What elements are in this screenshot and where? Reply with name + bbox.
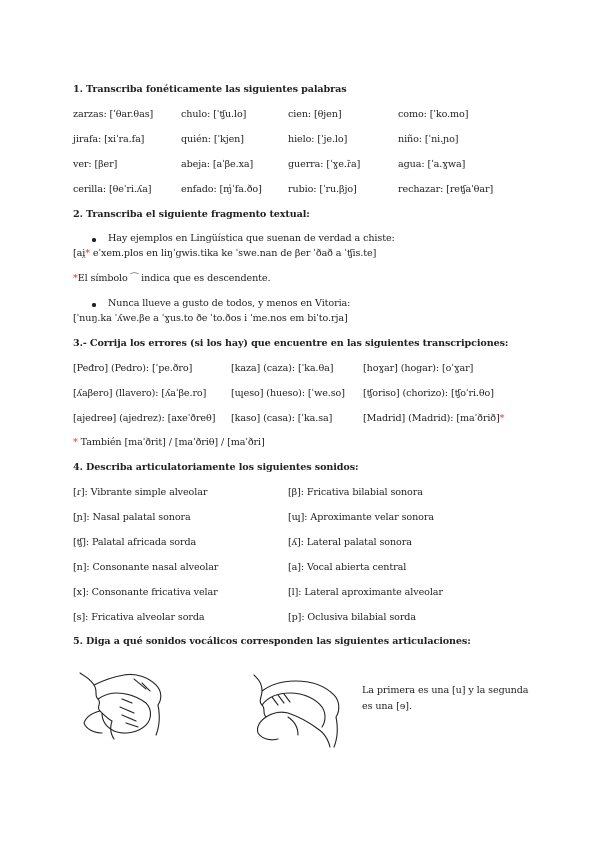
s4-right-item: [β]: Fricativa bilabial sonora (288, 487, 423, 498)
s3-cell-madrid (363, 413, 504, 424)
red-asterisk: ̯* (85, 248, 90, 259)
s4-left-item: [ɾ]: Vibrante simple alveolar (73, 487, 208, 498)
red-asterisk: * (73, 273, 78, 284)
s4-right-item: [l]: Lateral aproximante alveolar (288, 587, 443, 598)
s1-cell: chulo: [ˈʧu.lo] (181, 109, 247, 120)
s2-trans1-start: [ai (73, 248, 86, 259)
vocal-tract-diagram-schwa (248, 667, 346, 751)
s1-cell: quién: [ˈkjen] (181, 134, 244, 145)
s3-cell: [Peđro] (Pedro): [ˈpe.ðro] (73, 363, 193, 374)
s4-left-item: [n]: Consonante nasal alveolar (73, 562, 219, 573)
section4-heading: 4. Describa articulatoriamente los siguientes sonidos: (73, 462, 359, 473)
section5-heading: 5. Diga a qué sonidos vocálicos corresponden las siguientes articulaciones: (73, 636, 471, 647)
s2-bullet2-text: Nunca llueve a gusto de todos, y menos en Vitoria: (108, 298, 351, 309)
vocal-tract-diagram-u (76, 663, 168, 743)
s1-cell: rubio: [ˈru.βjo] (288, 184, 357, 195)
s3-cell: [ʎaβero] (llavero): [ʎaˈβe.ro] (73, 388, 207, 399)
bullet-dot (92, 238, 96, 242)
s3-cell: [kaso] (casa): [ˈka.sa] (231, 413, 333, 424)
s1-cell: hielo: [ˈje.lo] (288, 134, 348, 145)
s4-left-item: [x]: Consonante fricativa velar (73, 587, 218, 598)
s1-cell: niño: [ˈni.ɲo] (398, 134, 459, 145)
red-asterisk: * (73, 437, 78, 448)
s2-trans1-rest: eˈxem.plos en liŋˈgwis.tika ke ˈswe.nan de βer ˈðað a ˈʧis.te] (89, 248, 377, 259)
s1-cell: abeja: [aˈβe.xa] (181, 159, 254, 170)
bullet-dot (92, 303, 96, 307)
s1-cell: guerra: [ˈɣe.ɾ̄a] (288, 159, 361, 170)
section2-heading: 2. Transcriba el siguiente fragmento textual: (73, 209, 310, 220)
s1-cell: rechazar: [reʧaˈθar] (398, 184, 494, 195)
s3-cell: [ʧoriso] (chorizo): [ʧoˈri.θo] (363, 388, 494, 399)
s5-answer-line2: es una [ɘ]. (362, 701, 412, 712)
s1-cell: como: [ˈko.mo] (398, 109, 469, 120)
s1-cell: agua: [ˈa.ɣwa] (398, 159, 466, 170)
red-asterisk: * (499, 413, 505, 424)
s5-answer-line1: La primera es una [u] y la segunda (362, 685, 529, 696)
s1-cell: ver: [βer] (73, 159, 118, 170)
s1-cell: jirafa: [xiˈra.fa] (73, 134, 145, 145)
s3-cell: [kaza] (caza): [ˈka.θa] (231, 363, 334, 374)
s4-right-item: [a]: Vocal abierta central (288, 562, 407, 573)
s1-cell: zarzas: [ˈθar.θas] (73, 109, 154, 120)
s1-cell: cerilla: [θeˈri.ʎa] (73, 184, 152, 195)
s2-note-text: El símbolo ⁀ indica que es descendente. (77, 273, 271, 284)
s2-transcription1 (73, 248, 376, 259)
s4-right-item: [ɰ]: Aproximante velar sonora (288, 512, 434, 523)
s1-cell: cien: [θjen] (288, 109, 342, 120)
s4-right-item: [ʎ]: Lateral palatal sonora (288, 537, 412, 548)
s3-footnote (73, 437, 265, 448)
s2-bullet1-text: Hay ejemplos en Lingüística que suenan de verdad a chiste: (108, 233, 395, 244)
s4-left-item: [ʧ]: Palatal africada sorda (73, 537, 197, 548)
s3-cell: [hoɣar] (hogar): [oˈɣar] (363, 363, 474, 374)
s4-left-item: [s]: Fricativa alveolar sorda (73, 612, 205, 623)
section1-heading: 1. Transcriba fonéticamente las siguientes palabras (73, 84, 347, 95)
s3-cell: [ɰeso] (hueso): [ˈwe.so] (231, 388, 345, 399)
s3-madrid-text: [Madrid] (Madrid): [maˈðrið] (363, 413, 500, 424)
s3-cell: [ajedreɵ] (ajedrez): [axeˈðreθ] (73, 413, 216, 424)
s4-right-item: [p]: Oclusiva bilabial sorda (288, 612, 416, 623)
s3-footnote-text: También [maˈðrit] / [maˈðriθ] / [maˈðri] (77, 437, 265, 448)
s2-note (73, 273, 270, 284)
s2-transcription2: [ˈnuŋ.ka ˈʎwe.βe a ˈɣus.to ðe ˈto.ðos i ˈme.nos em biˈto.rja] (73, 313, 348, 324)
section3-heading: 3.- Corrija los errores (si los hay) que encuentre en las siguientes transcripciones: (73, 338, 509, 349)
s1-cell: enfado: [ɱ̍ˈfa.ðo] (181, 184, 262, 195)
s4-left-item: [ɲ]: Nasal palatal sonora (73, 512, 191, 523)
